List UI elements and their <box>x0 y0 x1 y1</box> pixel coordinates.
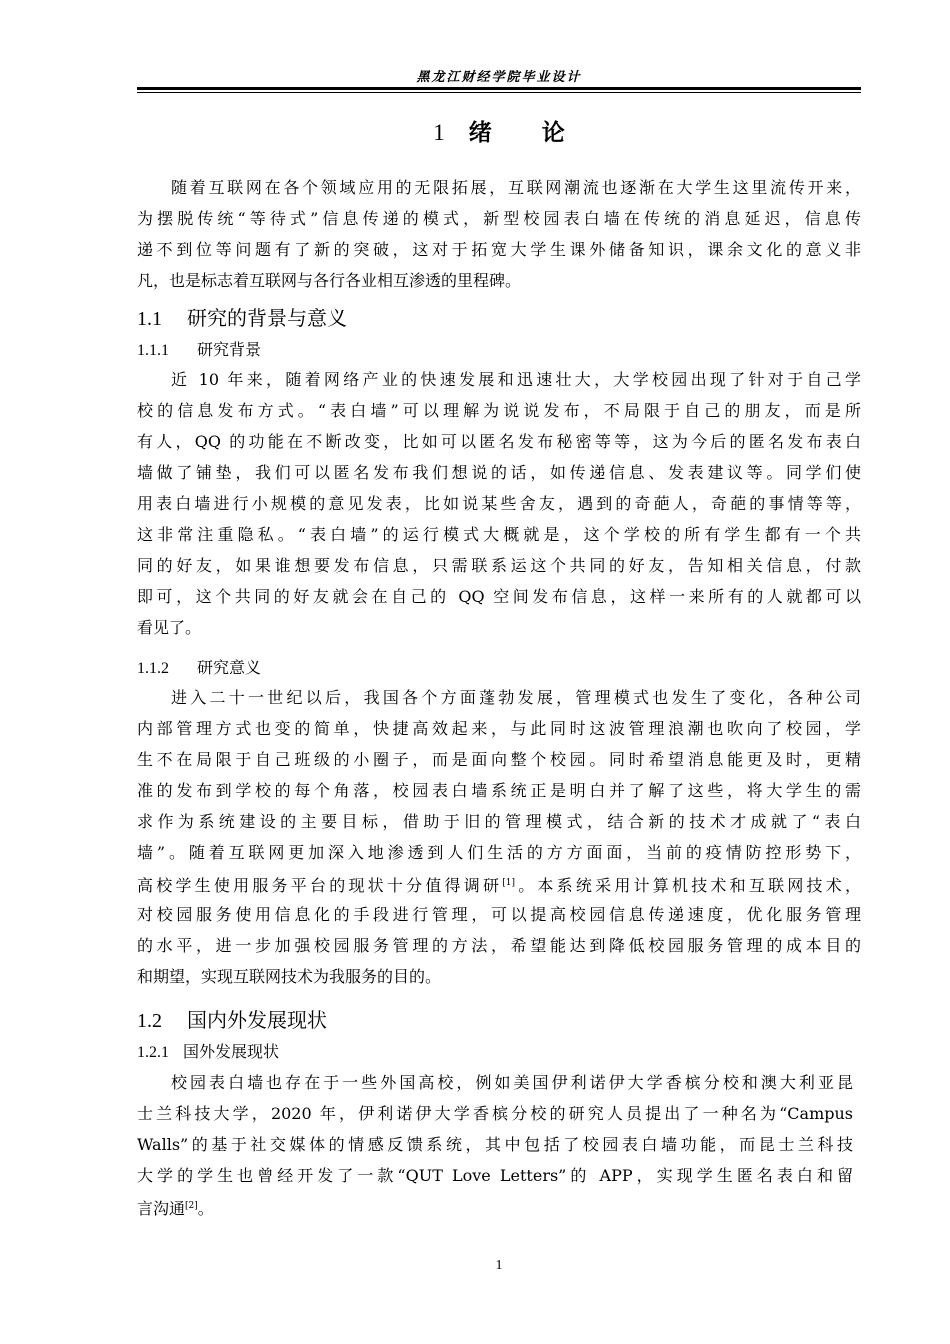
paragraph-line: 随着互联网在各个领域应用的无限拓展，互联网潮流也逐渐在大学生这里流传开来， <box>171 178 861 197</box>
background-paragraph <box>137 364 861 643</box>
paragraph-line: 近 10 年来，随着网络产业的快速发展和迅速壮大，大学校园出现了针对于自己学 <box>171 370 861 389</box>
paragraph-line: 士兰科技大学，2020 年，伊利诺伊大学香槟分校的研究人员提出了一种名为“Campus <box>137 1104 853 1123</box>
paragraph-line: 准的发布到学校的每个角落，校园表白墙系统正是明白并了解了这些，将大学生的需 <box>137 781 861 800</box>
paragraph-line: 和期望，实现互联网技术为我服务的目的。 <box>137 967 442 986</box>
paragraph-line: 的水平，进一步加强校园服务管理的方法，希望能达到降低校园服务管理的成本目的 <box>137 936 861 955</box>
foreign-status-paragraph <box>137 1067 853 1222</box>
citation-ref-2[interactable]: [2] <box>185 1201 198 1211</box>
paragraph-line: 对校园服务使用信息化的手段进行管理，可以提高校园信息传递速度，优化服务管理 <box>137 905 861 924</box>
chapter-title <box>137 114 861 147</box>
paragraph-line: 凡，也是标志着互联网与各行各业相互渗透的里程碑。 <box>137 271 522 290</box>
subsection-title: 研究背景 <box>197 340 262 359</box>
significance-paragraph <box>137 682 861 992</box>
paragraph-line: 为摆脱传统“等待式”信息传递的模式，新型校园表白墙在传统的消息延迟，信息传 <box>137 209 861 228</box>
subsection-number: 1.1.2 <box>137 660 169 677</box>
page-number: 1 <box>495 1258 503 1273</box>
paragraph-line: 看见了。 <box>137 618 202 637</box>
line-text: 高校学生使用服务平台的现状十分值得调研 <box>137 876 503 895</box>
header-rule-thick <box>137 87 861 90</box>
subsection-title: 国外发展现状 <box>183 1042 280 1061</box>
section-heading-1-1 <box>137 302 347 331</box>
chapter-title-char-2: 论 <box>541 120 565 146</box>
subsection-heading-1-1-1 <box>137 337 261 360</box>
subsection-number: 1.2.1 <box>137 1044 169 1061</box>
subsection-heading-1-1-2 <box>137 655 261 678</box>
paragraph-line: 墙做了铺垫，我们可以匿名发布我们想说的话，如传递信息、发表建议等。同学们使 <box>137 463 861 482</box>
chapter-title-char-1: 绪 <box>468 120 492 146</box>
paragraph-line: Walls”的基于社交媒体的情感反馈系统，其中包括了校园表白墙功能，而昆士兰科技 <box>137 1135 853 1154</box>
paragraph-line: 内部管理方式也变的简单，快捷高效起来，与此同时这波管理浪潮也吹向了校园，学 <box>137 719 861 738</box>
header-rule-thin <box>137 92 861 93</box>
paragraph-line: 墙”。随着互联网更加深入地渗透到人们生活的方方面面，当前的疫情防控形势下， <box>137 843 861 862</box>
subsection-title: 研究意义 <box>197 658 262 677</box>
intro-paragraph <box>137 172 861 296</box>
citation-ref-1[interactable]: [1] <box>502 878 515 888</box>
section-number: 1.1 <box>137 308 162 330</box>
chapter-number: 1 <box>433 120 445 145</box>
paragraph-line: 递不到位等问题有了新的突破，这对于拓宽大学生课外储备知识，课余文化的意义非 <box>137 240 861 259</box>
paragraph-line: 即可，这个共同的好友就会在自己的 QQ 空间发布信息，这样一来所有的人就都可以 <box>137 587 861 606</box>
paragraph-line: 生不在局限于自己班级的小圈子，而是面向整个校园。同时希望消息能更及时，更精 <box>137 750 861 769</box>
paragraph-line: 进入二十一世纪以后，我国各个方面蓬勃发展，管理模式也发生了变化，各种公司 <box>171 688 861 707</box>
line-text: 言沟通 <box>137 1199 186 1218</box>
paragraph-line: 大学的学生也曾经开发了一款“QUT Love Letters”的 APP，实现学生匿名表白和留 <box>137 1166 853 1185</box>
paragraph-line: 求作为系统建设的主要目标，借助于旧的管理模式，结合新的技术才成就了“表白 <box>137 812 861 831</box>
paragraph-line: 有人，QQ 的功能在不断改变，比如可以匿名发布秘密等等，这为今后的匿名发布表白 <box>137 432 861 451</box>
section-heading-1-2 <box>137 1004 327 1033</box>
section-title: 研究的背景与意义 <box>187 306 347 330</box>
line-text: 。本系统采用计算机技术和互联网技术， <box>514 876 861 895</box>
paragraph-line: 这非常注重隐私。“表白墙”的运行模式大概就是，这个学校的所有学生都有一个共 <box>137 525 861 544</box>
subsection-heading-1-2-1 <box>137 1039 279 1062</box>
paragraph-line: 校的信息发布方式。“表白墙”可以理解为说说发布，不局限于自己的朋友，而是所 <box>137 401 861 420</box>
page-header-title: 黑龙江财经学院毕业设计 <box>416 70 582 85</box>
paragraph-line: 同的好友，如果谁想要发布信息，只需联系运这个共同的好友，告知相关信息，付款 <box>137 556 861 575</box>
paragraph-line: 校园表白墙也存在于一些外国高校，例如美国伊利诺伊大学香槟分校和澳大利亚昆 <box>171 1073 853 1092</box>
paragraph-line <box>137 868 861 899</box>
paragraph-line <box>137 1191 853 1222</box>
section-number: 1.2 <box>137 1010 162 1032</box>
subsection-number: 1.1.1 <box>137 342 169 359</box>
paragraph-line: 用表白墙进行小规模的意见发表，比如说某些舍友，遇到的奇葩人，奇葩的事情等等， <box>137 494 861 513</box>
section-title: 国内外发展现状 <box>187 1008 327 1032</box>
line-text: 。 <box>197 1199 214 1218</box>
